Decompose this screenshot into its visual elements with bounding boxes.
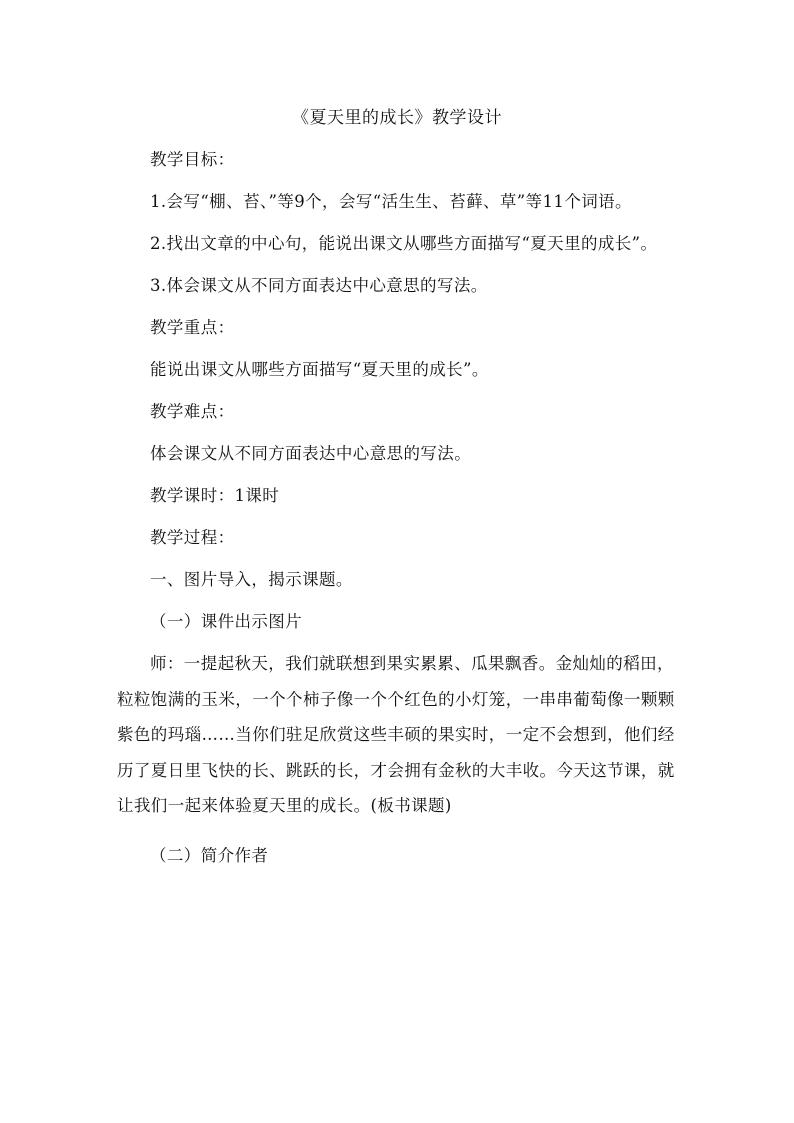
paragraph-objective-3: 3.体会课文从不同方面表达中心意思的写法。 (150, 276, 488, 295)
paragraph-section-1: 一、图片导入，揭示课题。 (150, 570, 353, 589)
paragraph-objective-2: 2.找出文章的中心句，能说出课文从哪些方面描写“夏天里的成长”。 (150, 234, 658, 253)
document-body (117, 142, 679, 880)
paragraph-teacher-intro: 师：一提起秋天，我们就联想到果实累累、瓜果飘香。金灿灿的稻田，粒粒饱满的玉米，一个个柿子像一个个红色的小灯笼，一串串葡萄像一颗颗紫色的玛瑙……当你们驻足欣赏这些丰硕的果实时，一定不会想到，他们经历了夏日里飞快的长、跳跃的长，才会拥有金秋的大丰收。今天这节课，就让我们一起来体验夏天里的成长。(板书课题) (117, 654, 675, 815)
paragraph-subsection-1: （一）课件出示图片 (150, 612, 303, 631)
paragraph-key-points-heading: 教学重点： (150, 318, 235, 337)
paragraph-key-points: 能说出课文从哪些方面描写“夏天里的成长”。 (150, 360, 489, 379)
paragraph-process-heading: 教学过程： (150, 528, 235, 547)
paragraph-class-hours: 教学课时：1课时 (150, 486, 280, 505)
paragraph-difficulties: 体会课文从不同方面表达中心意思的写法。 (150, 444, 472, 463)
paragraph-objective-1: 1.会写“棚、苔、”等9个，会写“活生生、苔藓、草”等11个词语。 (150, 192, 632, 211)
paragraph-difficulties-heading: 教学难点： (150, 402, 235, 421)
document-title: 《夏天里的成长》教学设计 (292, 108, 502, 128)
paragraph-subsection-2: （二）简介作者 (150, 845, 269, 865)
paragraph-objectives-heading: 教学目标： (150, 150, 235, 169)
spacer (117, 826, 679, 838)
